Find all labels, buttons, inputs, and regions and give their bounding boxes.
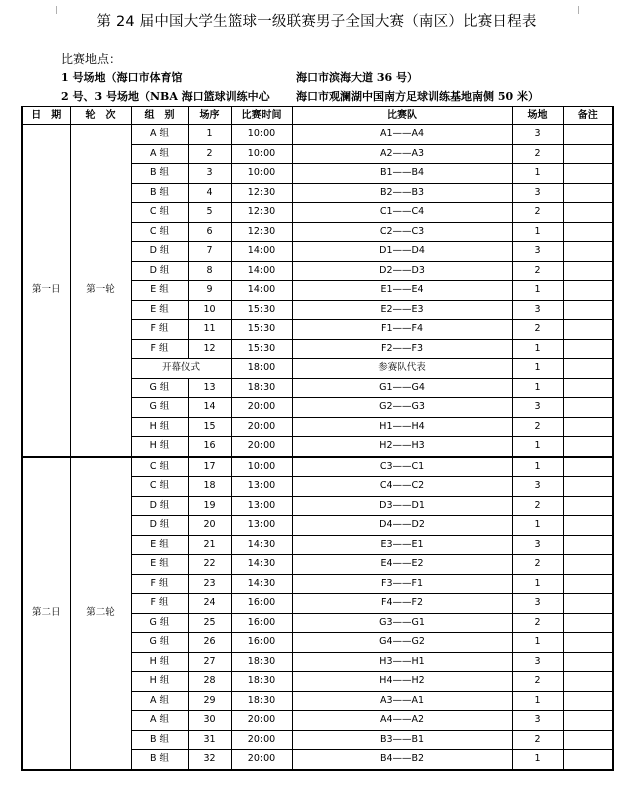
court-cell: 3 [512,300,563,320]
header-time: 比赛时间 [231,107,292,125]
time-cell: 14:00 [231,242,292,262]
group-cell: C 组 [131,222,188,242]
table-row [22,457,613,477]
notes-cell [563,164,613,184]
notes-cell [563,672,613,692]
group-cell: F 组 [131,320,188,340]
time-cell: 14:30 [231,535,292,555]
notes-cell [563,183,613,203]
match-cell: G4——G2 [292,633,512,653]
time-cell: 16:00 [231,633,292,653]
seq-cell: 24 [188,594,231,614]
seq-cell: 27 [188,652,231,672]
court-cell: 2 [512,496,563,516]
court-cell: 1 [512,750,563,770]
group-cell: H 组 [131,672,188,692]
seq-cell: 22 [188,555,231,575]
seq-cell: 3 [188,164,231,184]
seq-cell: 31 [188,730,231,750]
time-cell: 16:00 [231,594,292,614]
venue-2-label: 2 号、3 号场地（NBA 海口篮球训练中心 [61,90,270,103]
seq-cell: 10 [188,300,231,320]
time-cell: 14:00 [231,261,292,281]
group-cell: A 组 [131,711,188,731]
seq-cell: 28 [188,672,231,692]
group-cell: C 组 [131,457,188,477]
venue-1-address: 海口市滨海大道 36 号） [296,71,418,84]
seq-cell: 13 [188,378,231,398]
match-cell: H3——H1 [292,652,512,672]
seq-cell: 18 [188,477,231,497]
seq-cell: 17 [188,457,231,477]
group-cell: F 组 [131,339,188,359]
match-cell: A2——A3 [292,144,512,164]
group-cell: E 组 [131,555,188,575]
notes-cell [563,691,613,711]
group-cell: C 组 [131,203,188,223]
court-cell: 1 [512,378,563,398]
notes-cell [563,300,613,320]
court-cell: 3 [512,652,563,672]
court-cell: 1 [512,359,563,379]
group-cell: D 组 [131,242,188,262]
match-cell: G1——G4 [292,378,512,398]
match-cell: C2——C3 [292,222,512,242]
notes-cell [563,594,613,614]
group-cell: C 组 [131,477,188,497]
match-cell: C1——C4 [292,203,512,223]
match-cell: C3——C1 [292,457,512,477]
match-cell: A1——A4 [292,125,512,145]
court-cell: 1 [512,281,563,301]
court-cell: 2 [512,203,563,223]
page-title: 第 24 届中国大学生篮球一级联赛男子全国大赛（南区）比赛日程表 [96,14,537,30]
time-cell: 18:00 [231,359,292,379]
match-cell: B3——B1 [292,730,512,750]
match-cell: A4——A2 [292,711,512,731]
court-cell: 1 [512,633,563,653]
group-cell: B 组 [131,164,188,184]
notes-cell [563,496,613,516]
match-cell: B2——B3 [292,183,512,203]
match-cell: F4——F2 [292,594,512,614]
match-cell: E1——E4 [292,281,512,301]
header-row [22,107,613,125]
notes-cell [563,750,613,770]
seq-cell: 12 [188,339,231,359]
seq-cell: 16 [188,437,231,457]
match-cell: B1——B4 [292,164,512,184]
seq-cell: 4 [188,183,231,203]
group-cell: E 组 [131,535,188,555]
notes-cell [563,437,613,457]
match-cell: F1——F4 [292,320,512,340]
time-cell: 10:00 [231,457,292,477]
seq-cell: 30 [188,711,231,731]
seq-cell: 32 [188,750,231,770]
table-row [22,125,613,145]
group-cell: F 组 [131,594,188,614]
notes-cell [563,378,613,398]
schedule-table [21,106,614,771]
seq-cell: 6 [188,222,231,242]
group-cell: H 组 [131,652,188,672]
match-cell: A3——A1 [292,691,512,711]
seq-cell: 15 [188,417,231,437]
match-cell: 参赛队代表 [292,359,512,379]
notes-cell [563,222,613,242]
time-cell: 15:30 [231,300,292,320]
seq-cell: 9 [188,281,231,301]
match-cell: D2——D3 [292,261,512,281]
notes-cell [563,535,613,555]
notes-cell [563,339,613,359]
day-cell: 第二日 [22,457,70,770]
court-cell: 2 [512,320,563,340]
notes-cell [563,125,613,145]
time-cell: 20:00 [231,437,292,457]
court-cell: 1 [512,339,563,359]
time-cell: 12:30 [231,183,292,203]
match-cell: E2——E3 [292,300,512,320]
time-cell: 14:00 [231,281,292,301]
time-cell: 18:30 [231,691,292,711]
match-cell: H1——H4 [292,417,512,437]
seq-cell: 2 [188,144,231,164]
notes-cell [563,574,613,594]
seq-cell: 14 [188,398,231,418]
group-cell: A 组 [131,144,188,164]
match-cell: E4——E2 [292,555,512,575]
header-date: 日 期 [22,107,70,125]
seq-cell: 26 [188,633,231,653]
group-cell: E 组 [131,281,188,301]
header-round: 轮 次 [70,107,131,125]
time-cell: 15:30 [231,320,292,340]
time-cell: 14:30 [231,574,292,594]
time-cell: 14:30 [231,555,292,575]
court-cell: 3 [512,183,563,203]
notes-cell [563,398,613,418]
time-cell: 16:00 [231,613,292,633]
court-cell: 1 [512,437,563,457]
time-cell: 20:00 [231,711,292,731]
match-cell: D3——D1 [292,496,512,516]
header-match: 比赛队 [292,107,512,125]
time-cell: 20:00 [231,398,292,418]
court-cell: 1 [512,457,563,477]
seq-cell: 29 [188,691,231,711]
notes-cell [563,261,613,281]
match-cell: C4——C2 [292,477,512,497]
court-cell: 2 [512,613,563,633]
round-cell: 第二轮 [70,457,131,770]
seq-cell: 1 [188,125,231,145]
group-cell: D 组 [131,496,188,516]
seq-cell: 8 [188,261,231,281]
group-cell: E 组 [131,300,188,320]
match-cell: G2——G3 [292,398,512,418]
notes-cell [563,417,613,437]
ceremony-label: 开幕仪式 [131,359,231,379]
time-cell: 12:30 [231,203,292,223]
seq-cell: 11 [188,320,231,340]
group-cell: H 组 [131,437,188,457]
time-cell: 13:00 [231,516,292,536]
venue-2-address: 海口市观澜湖中国南方足球训练基地南侧 50 米） [296,90,539,103]
match-cell: D4——D2 [292,516,512,536]
time-cell: 15:30 [231,339,292,359]
group-cell: G 组 [131,633,188,653]
notes-cell [563,711,613,731]
notes-cell [563,457,613,477]
time-cell: 12:30 [231,222,292,242]
day-cell: 第一日 [22,125,70,457]
group-cell: G 组 [131,613,188,633]
time-cell: 18:30 [231,378,292,398]
notes-cell [563,730,613,750]
header-group: 组 别 [131,107,188,125]
court-cell: 3 [512,125,563,145]
group-cell: A 组 [131,691,188,711]
time-cell: 18:30 [231,652,292,672]
match-cell: B4——B2 [292,750,512,770]
court-cell: 3 [512,535,563,555]
court-cell: 2 [512,730,563,750]
court-cell: 1 [512,574,563,594]
round-cell: 第一轮 [70,125,131,457]
time-cell: 20:00 [231,750,292,770]
seq-cell: 7 [188,242,231,262]
court-cell: 2 [512,672,563,692]
notes-cell [563,144,613,164]
match-cell: D1——D4 [292,242,512,262]
court-cell: 1 [512,691,563,711]
notes-cell [563,555,613,575]
venue-heading: 比赛地点： [61,52,122,66]
match-cell: G3——G1 [292,613,512,633]
group-cell: A 组 [131,125,188,145]
time-cell: 10:00 [231,144,292,164]
court-cell: 3 [512,594,563,614]
seq-cell: 23 [188,574,231,594]
seq-cell: 5 [188,203,231,223]
court-cell: 3 [512,242,563,262]
seq-cell: 20 [188,516,231,536]
court-cell: 3 [512,711,563,731]
notes-cell [563,652,613,672]
seq-cell: 25 [188,613,231,633]
match-cell: F3——F1 [292,574,512,594]
notes-cell [563,320,613,340]
court-cell: 3 [512,477,563,497]
group-cell: G 组 [131,398,188,418]
header-notes: 备注 [563,107,613,125]
group-cell: D 组 [131,261,188,281]
group-cell: B 组 [131,183,188,203]
time-cell: 10:00 [231,125,292,145]
seq-cell: 19 [188,496,231,516]
time-cell: 13:00 [231,496,292,516]
match-cell: F2——F3 [292,339,512,359]
notes-cell [563,613,613,633]
header-seq: 场序 [188,107,231,125]
court-cell: 1 [512,222,563,242]
court-cell: 1 [512,516,563,536]
court-cell: 1 [512,164,563,184]
time-cell: 10:00 [231,164,292,184]
seq-cell: 21 [188,535,231,555]
court-cell: 2 [512,144,563,164]
group-cell: H 组 [131,417,188,437]
time-cell: 18:30 [231,672,292,692]
notes-cell [563,516,613,536]
notes-cell [563,633,613,653]
venue-1-label: 1 号场地（海口市体育馆 [61,71,183,84]
court-cell: 2 [512,261,563,281]
notes-cell [563,242,613,262]
group-cell: B 组 [131,750,188,770]
court-cell: 3 [512,398,563,418]
group-cell: G 组 [131,378,188,398]
time-cell: 20:00 [231,417,292,437]
court-cell: 2 [512,417,563,437]
notes-cell [563,359,613,379]
group-cell: F 组 [131,574,188,594]
notes-cell [563,281,613,301]
time-cell: 13:00 [231,477,292,497]
header-court: 场地 [512,107,563,125]
time-cell: 20:00 [231,730,292,750]
group-cell: D 组 [131,516,188,536]
match-cell: H2——H3 [292,437,512,457]
notes-cell [563,477,613,497]
group-cell: B 组 [131,730,188,750]
notes-cell [563,203,613,223]
court-cell: 2 [512,555,563,575]
match-cell: H4——H2 [292,672,512,692]
match-cell: E3——E1 [292,535,512,555]
